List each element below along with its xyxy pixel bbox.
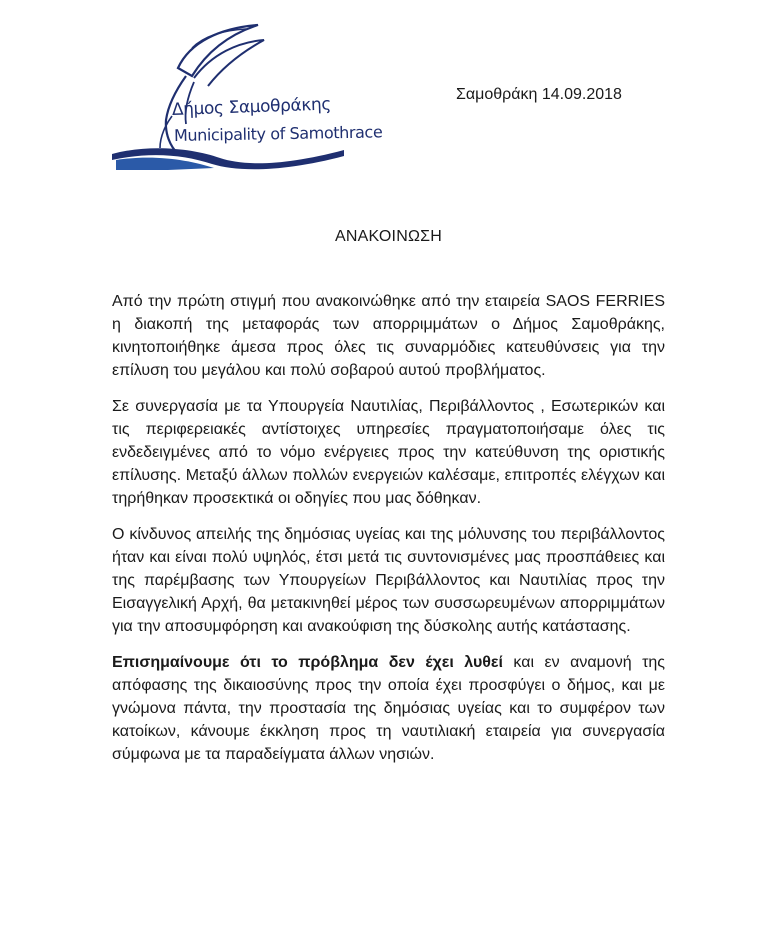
paragraph-3: Ο κίνδυνος απειλής της δημόσιας υγείας και της μόλυνσης του περιβάλλοντος ήταν και είναι πολύ υψηλός, έτσι μετά τις συντονισμένες μας προσπάθειες και της παρέμβασης των Υπουργείων Περιβάλλοντος και Ναυτιλίας προς την Εισαγγελική Αρχή, θα μετακινηθεί μέρος των συσσωρευμένων απορριμμάτων για την αποσυμφόρηση και ανακούφιση της δύσκολης αυτής κατάστασης. bbox=[112, 526, 665, 635]
paragraph-4-text: και εν αναμονή της απόφασης της δικαιοσύνης προς την οποία έχει προσφύγει ο δήμος, και με γνώμονα πάντα, την προστασία της δημόσιας υγείας και το συμφέρον των κατοίκων, κάνουμε έκκληση προς τη ναυτιλιακή εταιρεία για συνεργασία σύμφωνα με τα παραδείγματα άλλων νησιών. bbox=[112, 654, 665, 763]
paragraph-2: Σε συνεργασία με τα Υπουργεία Ναυτιλίας, Περιβάλλοντος , Εσωτερικών και τις περιφερειακές αντίστοιχες υπηρεσίες πραγματοποιήσαμε όλες τις ενδεδειγμένες από το νόμο ενέργειες προς την κατεύθυνση της οριστικής επίλυσης. Μεταξύ άλλων πολλών ενεργειών καλέσαμε, επιτροπές ελέγχων και τηρήθηκαν προσεκτικά οι οδηγίες που μας δόθηκαν. bbox=[112, 398, 665, 507]
paragraph-4 bbox=[112, 651, 665, 766]
paragraph-4-emphasis: Επισημαίνουμε ότι το πρόβλημα δεν έχει λυθεί bbox=[112, 654, 503, 671]
paragraph-1: Από την πρώτη στιγμή που ανακοινώθηκε από την εταιρεία SAOS FERRIES η διακοπή της μεταφοράς των απορριμμάτων ο Δήμος Σαμοθράκης, κινητοποιήθηκε άμεσα προς όλες τις συναρμόδιες κατευθύνσεις για την επίλυση του μεγάλου και πολύ σοβαρού αυτού προβλήματος. bbox=[112, 293, 665, 379]
document-body bbox=[112, 290, 665, 779]
logo-english-name: Municipality of Samothrace bbox=[173, 122, 383, 145]
document-date: Σαμοθράκη 14.09.2018 bbox=[456, 86, 622, 103]
municipality-logo bbox=[108, 20, 383, 170]
logo-greek-name: Δήμος Σαμοθράκης bbox=[171, 94, 332, 120]
document-title: ΑΝΑΚΟΙΝΩΣΗ bbox=[335, 228, 442, 245]
